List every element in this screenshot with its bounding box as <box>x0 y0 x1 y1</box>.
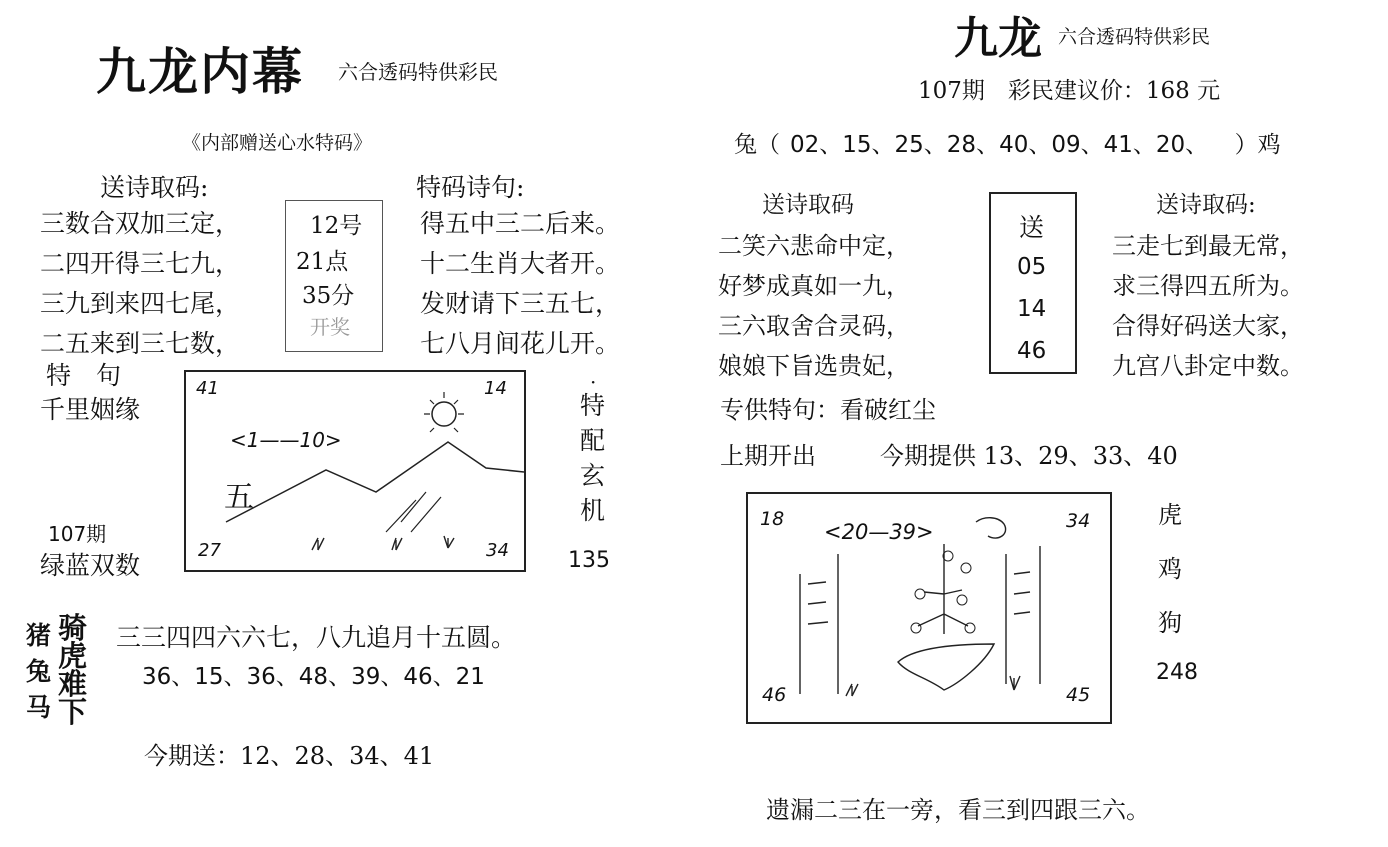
corner-number: 34 <box>486 540 509 561</box>
riddle-char: 虎 <box>58 639 88 673</box>
dot-mark: · <box>590 370 597 394</box>
riddle-column <box>58 611 88 729</box>
corner-number: 14 <box>484 378 507 399</box>
poem-line: 七八月间花儿开。 <box>420 329 621 358</box>
send-box-line: 05 <box>1017 254 1047 280</box>
riddle-char: 骑 <box>58 611 88 645</box>
side-char: 玄 <box>580 461 606 490</box>
poem-line: 三数合双加三定， <box>40 209 241 238</box>
right-picture-box <box>746 492 1112 724</box>
numbers-line <box>734 126 1281 159</box>
last-period: 上期开出 <box>720 442 816 470</box>
left-poem-left <box>40 204 240 364</box>
side-char: 特 <box>580 391 606 420</box>
left-tagline: 六合透码特供彩民 <box>338 60 498 84</box>
draw-time-line: 21点 <box>296 249 349 275</box>
number-line: 36、15、36、48、39、46、21 <box>142 664 485 690</box>
left-title: 九龙内幕 <box>96 42 304 101</box>
side-char: 机 <box>580 496 606 525</box>
side-char: 虎 <box>1158 501 1182 529</box>
side-char: 鸡 <box>1158 555 1182 583</box>
left-poem-heading-right: 特码诗句: <box>416 173 525 202</box>
picture-range: <1——10> <box>230 428 342 452</box>
picture-range: <20—39> <box>824 520 934 544</box>
left-side-number: 135 <box>568 548 610 573</box>
corner-number: 45 <box>1066 684 1091 706</box>
poem-line: 娘娘下旨选贵妃， <box>718 352 910 380</box>
send-box <box>989 192 1077 374</box>
zodiac-char: 兔 <box>26 657 52 686</box>
corner-number: 18 <box>760 508 785 530</box>
this-period: 今期提供 13、29、33、40 <box>880 442 1178 470</box>
poem-line: 得五中三二后来。 <box>420 209 621 238</box>
left-subtitle: 《内部赠送心水特码》 <box>182 132 373 154</box>
poem-line: 二四开得三七九， <box>40 249 241 278</box>
draw-time-line: 开奖 <box>310 315 350 339</box>
today-send: 今期送：12、28、34、41 <box>144 742 435 770</box>
numbers-list: 02、15、25、28、40、09、41、20、 <box>790 132 1197 158</box>
numbers-suffix: ）鸡 <box>1234 132 1281 158</box>
bottom-line: 遗漏二三在一旁，看三到四跟三六。 <box>766 796 1150 824</box>
special-label: 特 句 <box>46 361 122 390</box>
right-tagline: 六合透码特供彩民 <box>1058 26 1211 48</box>
lotus-plant-drawing <box>748 494 1110 722</box>
special-phrase: 千里姻缘 <box>40 395 141 424</box>
right-side-vertical <box>1158 488 1182 650</box>
color-phrase: 绿蓝双数 <box>40 551 141 580</box>
poem-line: 好梦成真如一九， <box>718 272 910 300</box>
poem-line: 合得好码送大家， <box>1112 312 1304 340</box>
send-box-line: 14 <box>1017 296 1047 322</box>
poem-line: 二五来到三七数， <box>40 329 241 358</box>
draw-time-line: 35分 <box>302 283 355 309</box>
poem-line: 三九到来四七尾， <box>40 289 241 318</box>
poem-line: 二笑六悲命中定， <box>718 232 910 260</box>
poem-line: 三六取舍合灵码， <box>718 312 910 340</box>
numbers-prefix: 兔（ <box>734 132 780 158</box>
corner-number: 46 <box>762 684 787 706</box>
corner-number: 41 <box>196 378 219 399</box>
riddle-char: 下 <box>58 695 88 729</box>
draw-time-box <box>285 200 383 352</box>
side-char: 配 <box>580 426 606 455</box>
riddle-line: 三三四四六六七，八九追月十五圆。 <box>116 623 517 652</box>
zodiac-column <box>26 618 51 726</box>
right-poem-right <box>1112 226 1304 386</box>
poem-line: 发财请下三五七， <box>420 289 621 318</box>
poem-line: 三走七到最无常， <box>1112 232 1304 260</box>
right-poem-heading-left: 送诗取码 <box>762 192 854 218</box>
left-picture-box <box>184 370 526 572</box>
send-box-line: 46 <box>1017 338 1047 364</box>
right-side-number: 248 <box>1156 660 1198 685</box>
left-poem-right <box>420 204 620 364</box>
side-char: 狗 <box>1158 609 1182 637</box>
send-box-line: 送 <box>1019 213 1045 242</box>
special-line: 专供特句：看破红尘 <box>720 396 936 424</box>
price-line: 107期 彩民建议价：168 元 <box>918 78 1221 104</box>
zodiac-char: 猪 <box>26 621 52 650</box>
poem-line: 十二生肖大者开。 <box>420 249 621 278</box>
draw-time-line: 12号 <box>310 213 363 239</box>
riddle-char: 难 <box>58 667 88 701</box>
left-side-vertical <box>580 388 605 528</box>
poem-line: 九宫八卦定中数。 <box>1112 352 1304 380</box>
corner-number: 34 <box>1066 510 1091 532</box>
left-poem-heading-left: 送诗取码: <box>100 173 209 202</box>
zodiac-char: 马 <box>26 693 52 722</box>
period-label: 107期 <box>48 522 107 546</box>
right-poem-left <box>718 226 910 386</box>
mountain-sun-drawing <box>186 372 524 570</box>
right-poem-heading-right: 送诗取码: <box>1156 192 1256 218</box>
right-title: 九龙 <box>954 13 1042 64</box>
poem-line: 求三得四五所为。 <box>1112 272 1304 300</box>
picture-char: 五 <box>224 480 254 515</box>
corner-number: 27 <box>198 540 221 561</box>
